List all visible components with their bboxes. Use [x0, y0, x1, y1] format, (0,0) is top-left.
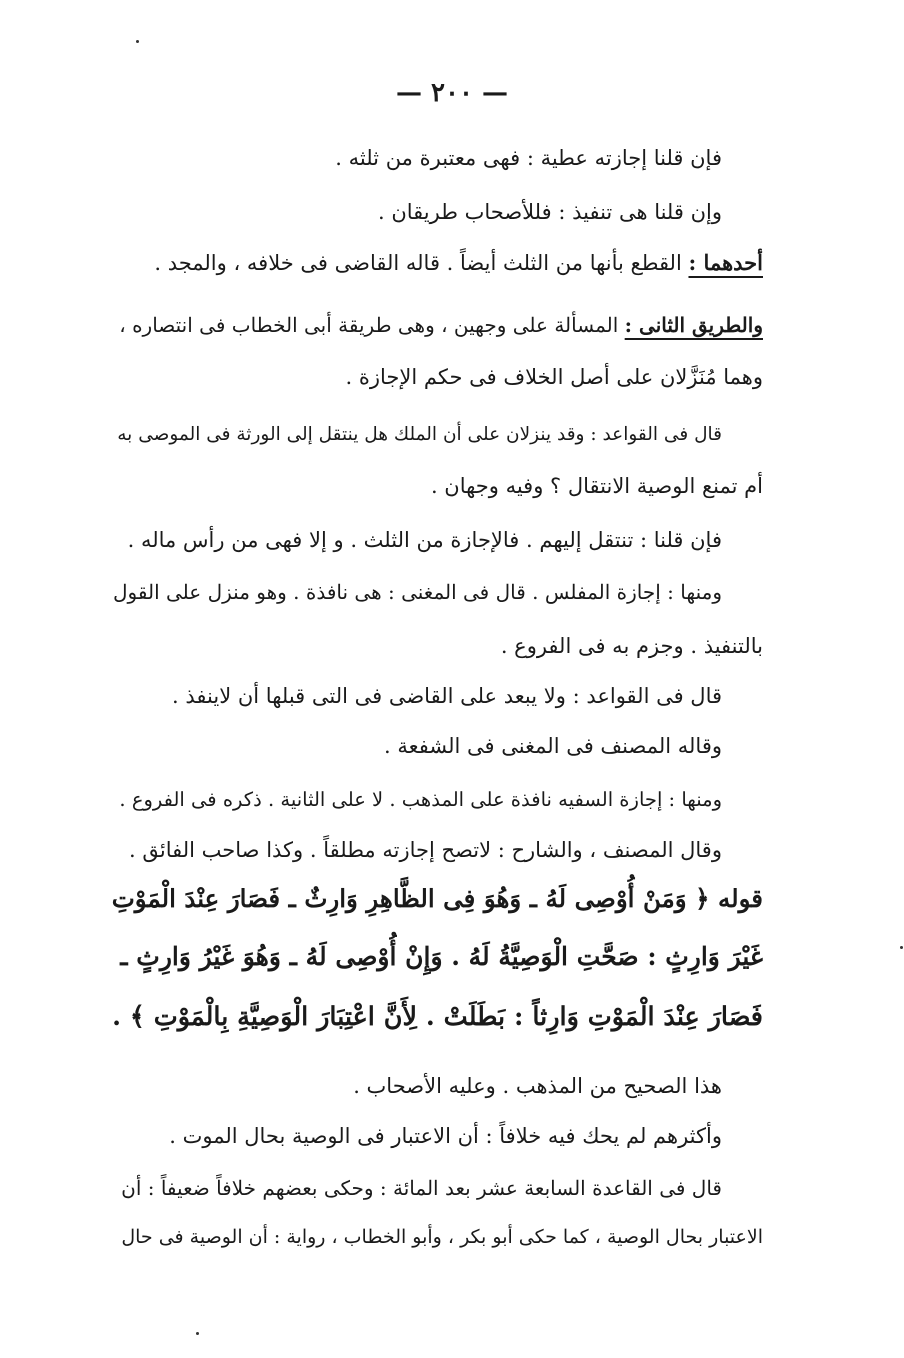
text-line-14 [129, 838, 722, 863]
text-line-10 [501, 634, 763, 659]
text-line-4 [119, 313, 763, 337]
line-text: ومنها : إجازة السفيه نافذة على المذهب . لا على الثانية . ذكره فى الفروع . [119, 788, 722, 811]
quoted-text-line-2 [120, 942, 763, 972]
quoted-text-line-1 [112, 884, 763, 913]
text-line-2 [378, 200, 722, 225]
text-line-17 [121, 1176, 722, 1200]
line-text: وهما مُنَزَّلان على أصل الخلاف فى حكم الإجازة . [345, 365, 763, 389]
line-text: فَصَارَ عِنْدَ الْمَوْتِ وَارِثاً : بَطَلَتْ . لِأَنَّ اعْتِبَارَ الْوَصِيَّةِ بِالْمَوْتِ ﴾ . [112, 1002, 763, 1032]
text-line-16 [169, 1124, 722, 1149]
line-text: غَيْرَ وَارِثٍ : صَحَّتِ الْوَصِيَّةُ لَهُ . وَإِنْ أُوْصِى لَهُ ـ وَهُوَ غَيْرُ وَارِثٍ ـ [120, 942, 763, 971]
text-line-8 [128, 528, 722, 553]
text-line-15 [353, 1074, 722, 1099]
line-text: هذا الصحيح من المذهب . وعليه الأصحاب . [353, 1074, 722, 1098]
text-line-12 [384, 734, 722, 759]
line-text: قال فى القواعد : وقد ينزلان على أن الملك هل ينتقل إلى الورثة فى الموصى به [117, 424, 722, 445]
line-text: أم تمنع الوصية الانتقال ؟ وفيه وجهان . [430, 474, 763, 498]
line-text: المسألة على وجهين ، وهى طريقة أبى الخطاب فى انتصاره ، [119, 313, 625, 337]
text-line-1 [335, 146, 722, 171]
text-line-7 [431, 474, 763, 499]
line-text: القطع بأنها من الثلث أيضاً . قاله القاضى فى خلافه ، والمجد . [154, 251, 689, 275]
section-lead: والطريق الثانى : [624, 313, 763, 337]
scan-speck [136, 40, 139, 43]
scan-speck [900, 946, 903, 949]
line-text: قال فى القاعدة السابعة عشر بعد المائة : وحكى بعضهم خلافاً ضعيفاً : أن [121, 1176, 722, 1200]
text-line-5 [346, 365, 763, 390]
text-line-11 [172, 684, 722, 709]
line-text: ومنها : إجازة المفلس . قال فى المغنى : هى نافذة . وهو منزل على القول [113, 580, 722, 604]
text-line-3 [154, 250, 763, 276]
text-line-18 [121, 1226, 763, 1249]
page-number: — ٢٠٠ — [395, 78, 509, 108]
section-lead: أحدهما : [688, 250, 763, 275]
text-line-9 [113, 580, 722, 604]
line-text: وأكثرهم لم يحك فيه خلافاً : أن الاعتبار فى الوصية بحال الموت . [169, 1124, 722, 1148]
text-line-6 [117, 424, 722, 446]
line-text: قال فى القواعد : ولا يبعد على القاضى فى التى قبلها أن لاينفذ . [172, 684, 722, 708]
quoted-text-line-3 [112, 1002, 763, 1033]
line-text: فإن قلنا إجازته عطية : فهى معتبرة من ثلثه . [335, 146, 722, 170]
line-text: وقاله المصنف فى المغنى فى الشفعة . [383, 734, 722, 758]
line-text: قوله ﴿ وَمَنْ أُوْصِى لَهُ ـ وَهُوَ فِى الظَّاهِرِ وَارِثٌ ـ فَصَارَ عِنْدَ الْمَوْتِ [111, 884, 763, 913]
line-text: الاعتبار بحال الوصية ، كما حكى أبو بكر ، وأبو الخطاب ، رواية : أن الوصية فى حال [121, 1226, 763, 1248]
line-text: بالتنفيذ . وجزم به فى الفروع . [500, 634, 763, 658]
line-text: فإن قلنا : تنتقل إليهم . فالإجازة من الثلث . و إلا فهى من رأس ماله . [127, 528, 722, 552]
scan-speck [196, 1332, 199, 1335]
text-line-13 [119, 788, 722, 811]
line-text: وقال المصنف ، والشارح : لاتصح إجازته مطلقاً . وكذا صاحب الفائق . [129, 838, 722, 862]
line-text: وإن قلنا هى تنفيذ : فللأصحاب طريقان . [377, 200, 722, 224]
